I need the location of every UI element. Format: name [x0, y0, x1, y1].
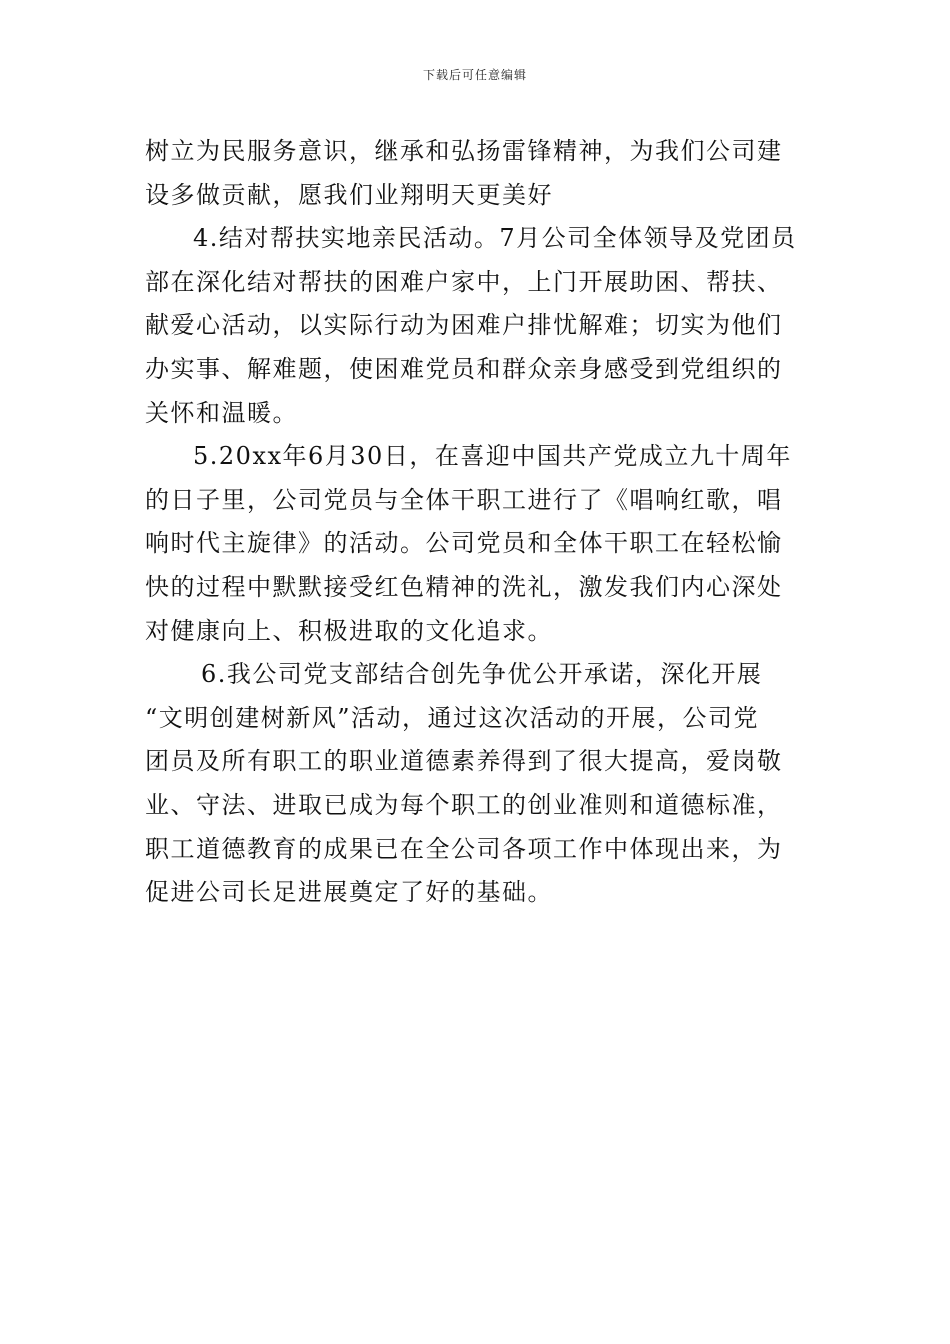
text-line: 树立为民服务意识，继承和弘扬雷锋精神，为我们公司建: [145, 137, 783, 165]
text-line: 关怀和温暖。: [145, 398, 298, 427]
page-header: 下载后可任意编辑: [422, 68, 527, 82]
text-line: 快的过程中默默接受红色精神的洗礼，激发我们内心深处: [145, 572, 783, 601]
document-body: [145, 130, 815, 915]
text-line: 6.我公司党支部结合创先争优公开承诺，深化开展: [201, 660, 763, 689]
text-line: 部在深化结对帮扶的困难户家中，上门开展助困、帮扶、: [145, 267, 783, 296]
paragraph-4: [145, 217, 815, 435]
text-line: 业、守法、进取已成为每个职工的创业准则和道德标准，: [145, 790, 783, 819]
text-line: 5.20xx年6月30日，在喜迎中国共产党成立九十周年: [193, 442, 792, 471]
text-line: 的日子里，公司党员与全体干职工进行了《唱响红歌，唱: [145, 485, 783, 514]
text-line: 设多做贡献，愿我们业翔明天更美好: [145, 180, 553, 209]
text-line: 促进公司长足进展奠定了好的基础。: [145, 878, 553, 907]
text-line: 献爱心活动，以实际行动为困难户排忧解难；切实为他们: [145, 311, 783, 340]
text-line: 对健康向上、积极进取的文化追求。: [145, 616, 553, 645]
paragraph-3-tail: [145, 130, 815, 217]
text-line: 响时代主旋律》的活动。公司党员和全体干职工在轻松愉: [145, 529, 783, 558]
text-line: 职工道德教育的成果已在全公司各项工作中体现出来，为: [145, 834, 783, 863]
text-line: 4.结对帮扶实地亲民活动。7月公司全体领导及党团员: [193, 224, 797, 253]
paragraph-5: [145, 435, 815, 653]
text-line: “文明创建树新风”活动，通过这次活动的开展，公司党: [145, 703, 760, 732]
text-line: 办实事、解难题，使困难党员和群众亲身感受到党组织的: [145, 354, 783, 383]
paragraph-6: [145, 653, 815, 915]
text-line: 团员及所有职工的职业道德素养得到了很大提高，爱岗敬: [145, 747, 783, 776]
